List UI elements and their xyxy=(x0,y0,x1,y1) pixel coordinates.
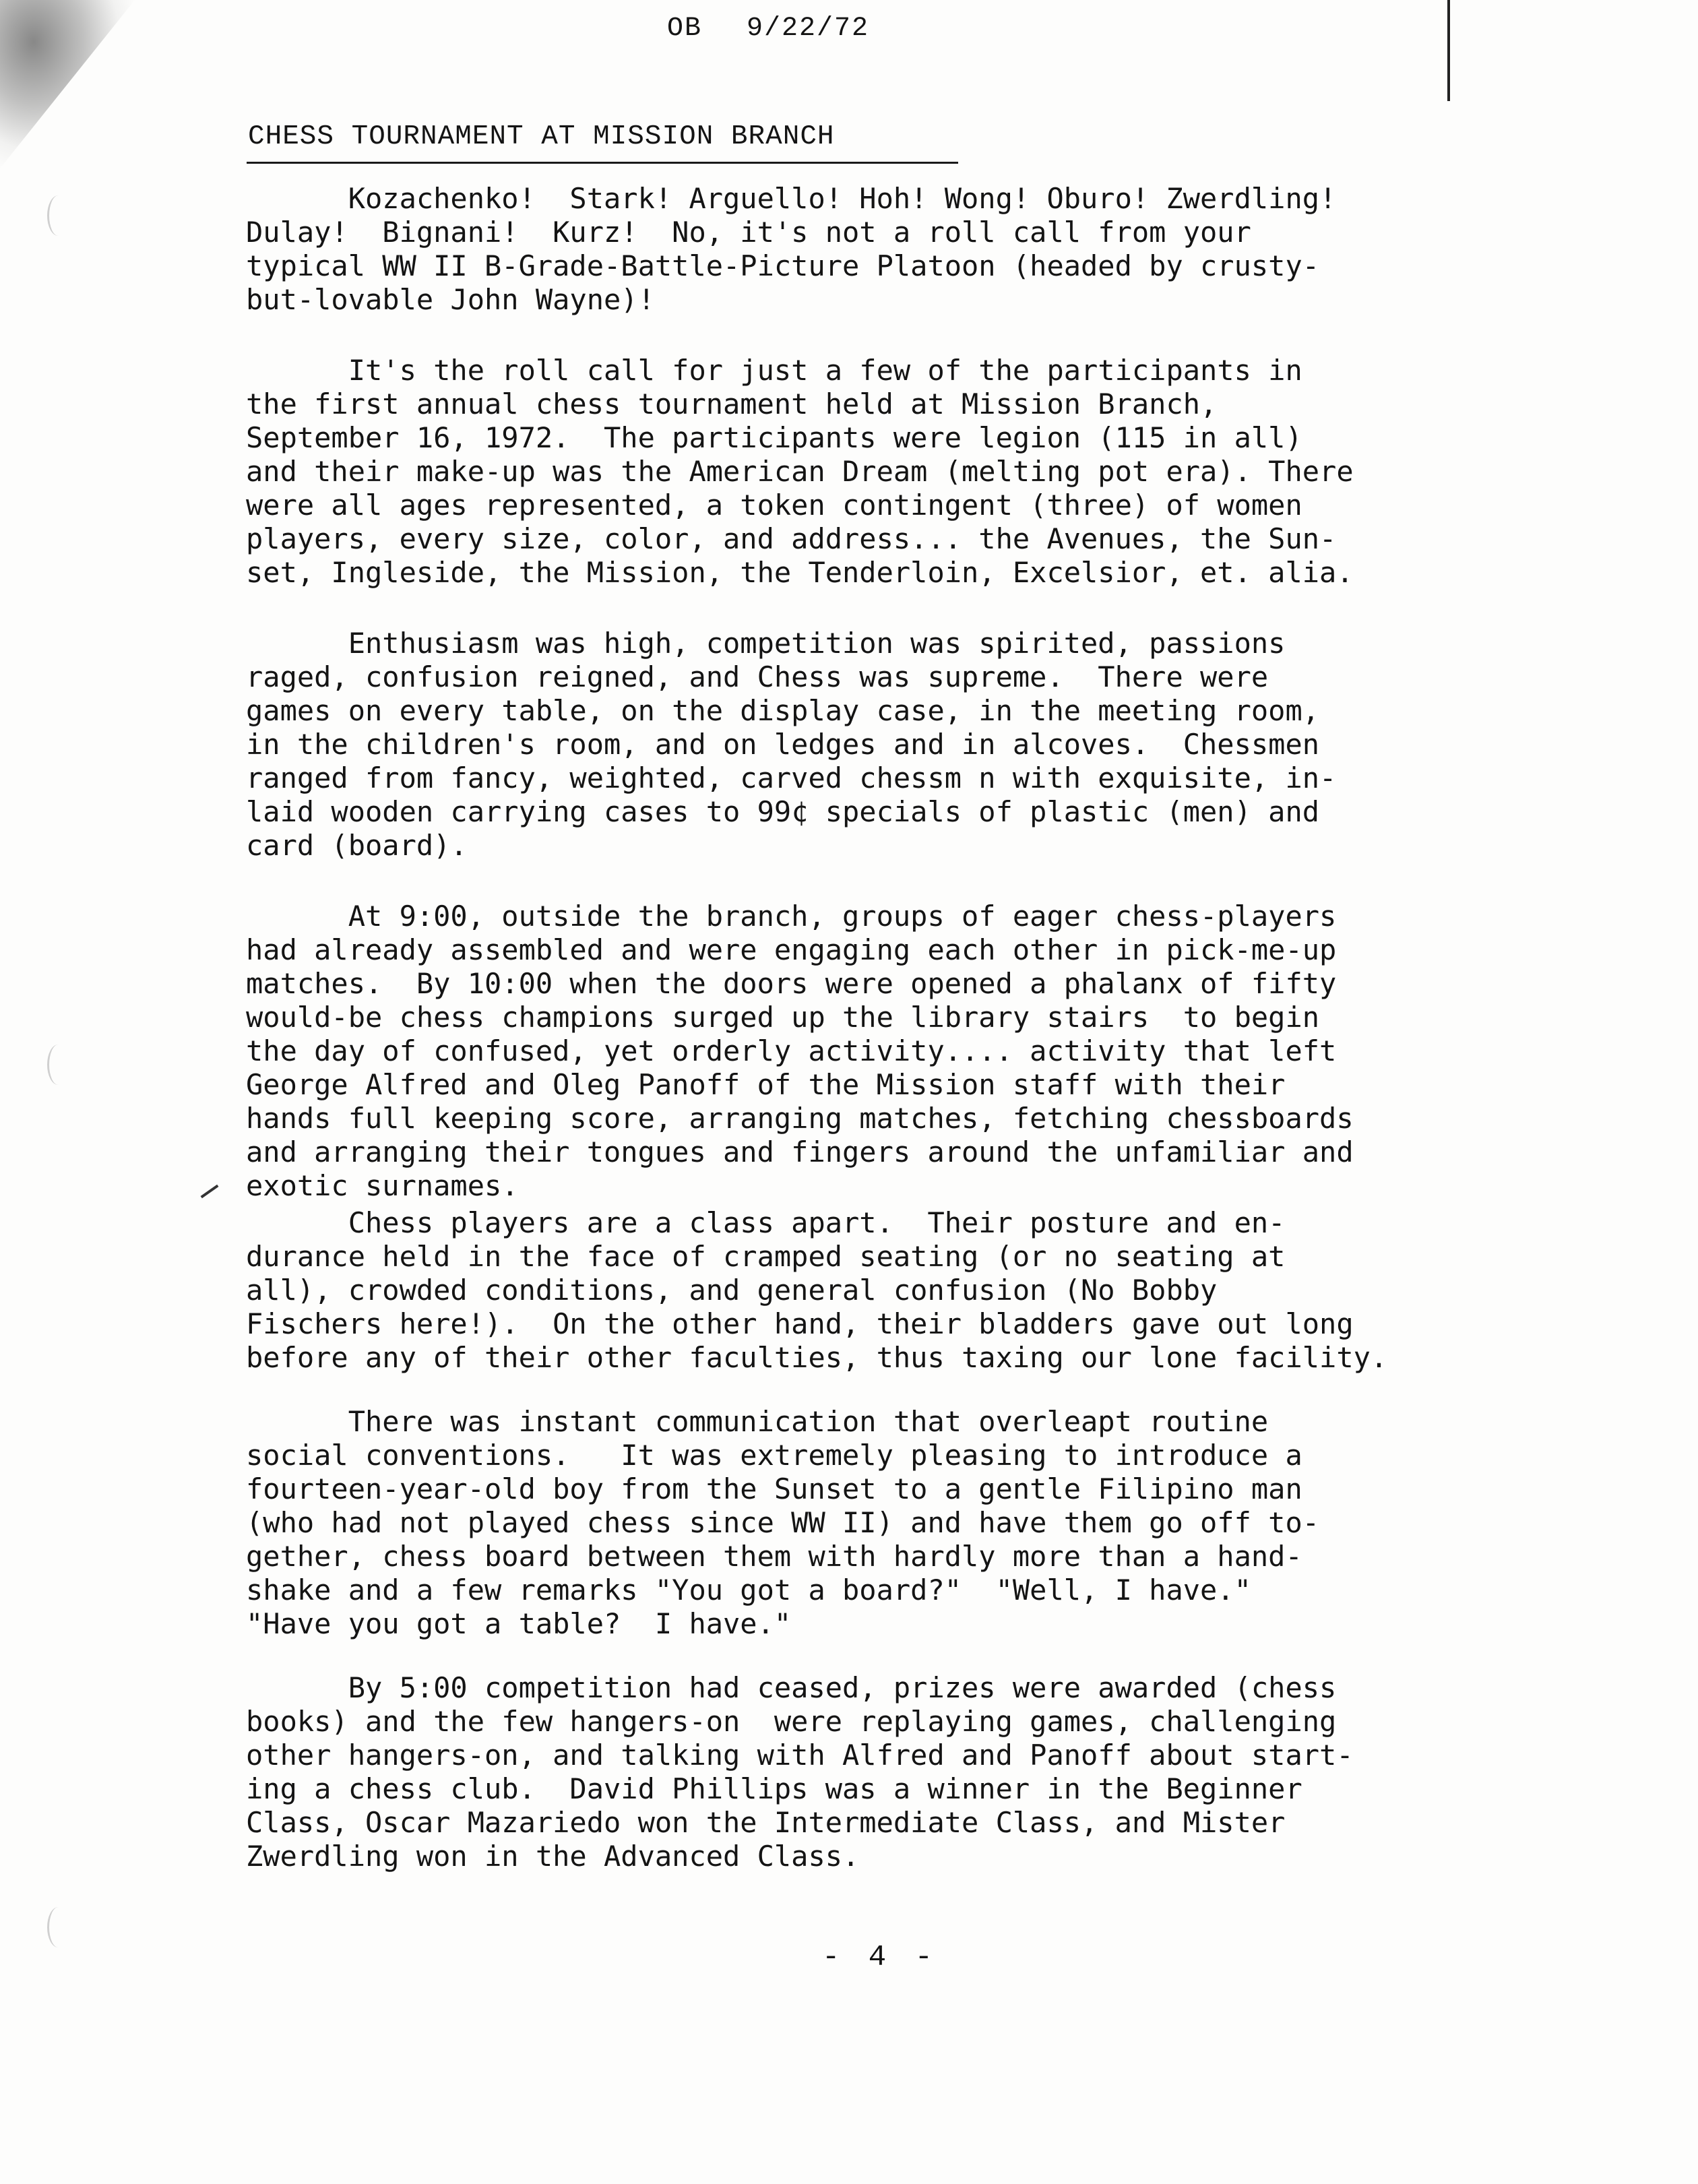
text-line: books) and the few hangers-on were replaying games, challenging xyxy=(246,1705,1337,1738)
text-line: raged, confusion reigned, and Chess was supreme. There were xyxy=(246,660,1269,693)
text-line: By 5:00 competition had ceased, prizes were awarded (chess xyxy=(246,1671,1337,1704)
paragraph-2 xyxy=(246,354,1587,590)
text-line: players, every size, color, and address... the Avenues, the Sun- xyxy=(246,522,1337,555)
text-line: were all ages represented, a token contingent (three) of women xyxy=(246,489,1302,522)
paragraph-1 xyxy=(246,182,1587,317)
text-line: would-be chess champions surged up the library stairs to begin xyxy=(246,1001,1320,1034)
text-line: George Alfred and Oleg Panoff of the Mission staff with their xyxy=(246,1068,1286,1101)
punch-hole-mark xyxy=(47,195,69,236)
text-line: all), crowded conditions, and general confusion (No Bobby xyxy=(246,1274,1218,1307)
paragraph-7 xyxy=(246,1671,1587,1873)
punch-hole-mark xyxy=(47,1907,69,1947)
text-line: typical WW II B-Grade-Battle-Picture Platoon (headed by crusty- xyxy=(246,249,1320,282)
text-line: card (board). xyxy=(246,829,468,862)
document-header xyxy=(667,13,869,44)
text-line: before any of their other faculties, thus taxing our lone facility. xyxy=(246,1341,1388,1374)
paragraph-4 xyxy=(246,900,1587,1203)
text-line: Fischers here!). On the other hand, their bladders gave out long xyxy=(246,1307,1354,1340)
text-line: set, Ingleside, the Mission, the Tenderloin, Excelsior, et. alia. xyxy=(246,556,1354,589)
text-line: Zwerdling won in the Advanced Class. xyxy=(246,1840,860,1873)
paragraph-6 xyxy=(246,1405,1587,1641)
text-line: Enthusiasm was high, competition was spirited, passions xyxy=(246,627,1286,660)
text-line: Class, Oscar Mazariedo won the Intermediate Class, and Mister xyxy=(246,1806,1286,1839)
text-line: Dulay! Bignani! Kurz! No, it's not a roll call from your xyxy=(246,216,1251,249)
text-line: and arranging their tongues and fingers around the unfamiliar and xyxy=(246,1135,1354,1168)
text-line: It's the roll call for just a few of the participants in xyxy=(246,354,1302,387)
text-line: gether, chess board between them with hardly more than a hand- xyxy=(246,1540,1302,1573)
text-line: ranged from fancy, weighted, carved chessm n with exquisite, in- xyxy=(246,761,1337,794)
text-line: but-lovable John Wayne)! xyxy=(246,283,655,316)
text-line: had already assembled and were engaging each other in pick-me-up xyxy=(246,933,1337,966)
text-line: ing a chess club. David Phillips was a winner in the Beginner xyxy=(246,1772,1302,1805)
text-line: "Have you got a table? I have." xyxy=(246,1607,792,1640)
text-line: social conventions. It was extremely pleasing to introduce a xyxy=(246,1439,1302,1472)
text-line: exotic surnames. xyxy=(246,1169,519,1202)
article-title: CHESS TOURNAMENT AT MISSION BRANCH xyxy=(248,121,835,152)
text-line: Kozachenko! Stark! Arguello! Hoh! Wong! Oburo! Zwerdling! xyxy=(246,182,1337,215)
scan-corner-shadow xyxy=(0,0,135,168)
text-line: and their make-up was the American Dream (melting pot era). There xyxy=(246,455,1354,488)
header-code: OB xyxy=(667,13,703,44)
title-underline xyxy=(247,162,958,164)
text-line: other hangers-on, and talking with Alfred and Panoff about start- xyxy=(246,1739,1354,1772)
text-line: Chess players are a class apart. Their posture and en- xyxy=(246,1206,1286,1239)
header-date: 9/22/72 xyxy=(747,13,870,44)
text-line: At 9:00, outside the branch, groups of eager chess-players xyxy=(246,900,1337,933)
text-line: September 16, 1972. The participants were legion (115 in all) xyxy=(246,421,1302,454)
text-line: laid wooden carrying cases to 99¢ specials of plastic (men) and xyxy=(246,795,1320,828)
text-line: the first annual chess tournament held at Mission Branch, xyxy=(246,387,1218,420)
paragraph-5 xyxy=(246,1206,1587,1375)
scan-edge-line xyxy=(1447,0,1450,101)
text-line: in the children's room, and on ledges and in alcoves. Chessmen xyxy=(246,728,1320,761)
text-line: durance held in the face of cramped seating (or no seating at xyxy=(246,1240,1286,1273)
text-line: shake and a few remarks "You got a board?" "Well, I have." xyxy=(246,1573,1251,1606)
text-line: (who had not played chess since WW II) and have them go off to- xyxy=(246,1506,1320,1539)
text-line: fourteen-year-old boy from the Sunset to a gentle Filipino man xyxy=(246,1472,1302,1505)
text-line: games on every table, on the display case, in the meeting room, xyxy=(246,694,1320,727)
text-line: There was instant communication that overleapt routine xyxy=(246,1405,1269,1438)
page-number: - 4 - xyxy=(822,1941,939,1974)
punch-hole-mark xyxy=(47,1044,69,1085)
stray-pen-mark xyxy=(201,1185,219,1198)
text-line: hands full keeping score, arranging matches, fetching chessboards xyxy=(246,1102,1354,1135)
text-line: the day of confused, yet orderly activity.... activity that left xyxy=(246,1034,1337,1067)
paragraph-3 xyxy=(246,627,1587,863)
text-line: matches. By 10:00 when the doors were opened a phalanx of fifty xyxy=(246,967,1337,1000)
